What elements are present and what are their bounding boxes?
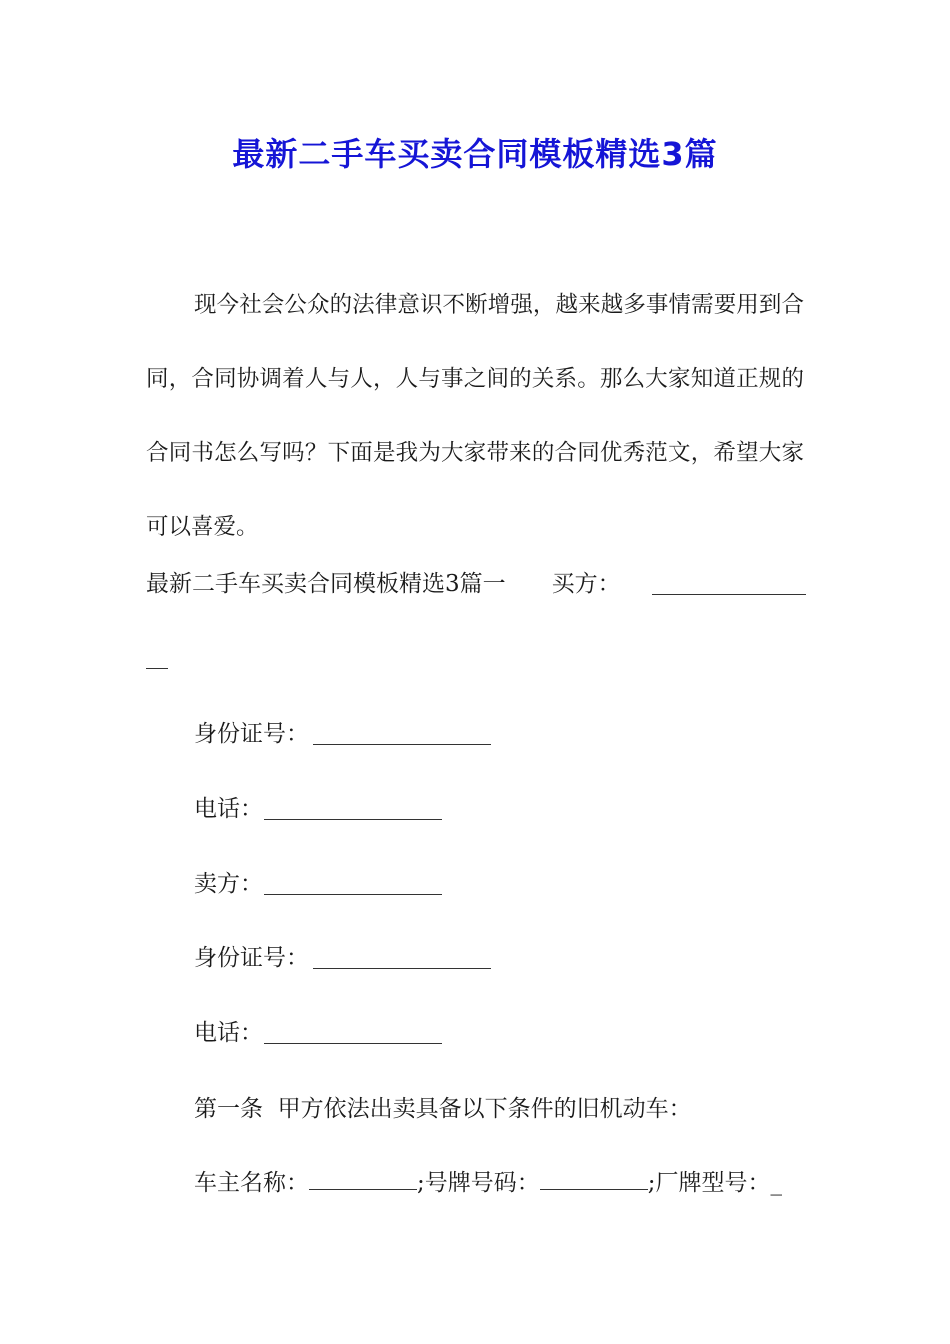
document-title: 最新二手车买卖合同模板精选3篇 [232,135,718,173]
seller-line [194,868,263,900]
seller-phone-line [194,1017,263,1049]
owner-name-label: 车主名称： [194,1170,309,1196]
owner-name-blank [309,1167,417,1190]
seller-id-blank [313,968,491,969]
buyer-phone-label: 电话： [194,796,263,822]
article-1: 第一条 甲方依法出卖具备以下条件的旧机动车： [194,1096,692,1122]
section-heading-line [146,568,621,600]
buyer-phone-blank [264,819,442,820]
intro-paragraph: 现今社会公众的法律意识不断增强，越来越多事情需要用到合同，合同协调着人与人，人与事之间的关系。那么大家知道正规的合同书怎么写吗？下面是我为大家带来的合同优秀范文，希望大家可以喜爱。 [146,292,804,540]
buyer-phone-line [194,793,263,825]
seller-phone-blank [264,1043,442,1044]
trailing-underscore: _ [770,1170,782,1196]
buyer-id-blank [313,744,491,745]
brand-label: ;厂牌型号： [647,1170,771,1196]
seller-phone-label: 电话： [194,1020,263,1046]
buyer-label: 买方： [551,571,621,597]
buyer-id-line [194,718,309,750]
vehicle-info-line [194,1167,782,1199]
seller-id-line [194,942,309,974]
plate-blank [540,1167,648,1190]
plate-label: ;号牌号码： [417,1170,540,1196]
buyer-id-label: 身份证号： [194,721,309,747]
section-heading: 最新二手车买卖合同模板精选3篇一 [146,571,506,597]
seller-blank [264,894,442,895]
buyer-blank-continued [146,668,168,669]
seller-id-label: 身份证号： [194,945,309,971]
seller-label: 卖方： [194,871,263,897]
buyer-blank [652,594,806,595]
